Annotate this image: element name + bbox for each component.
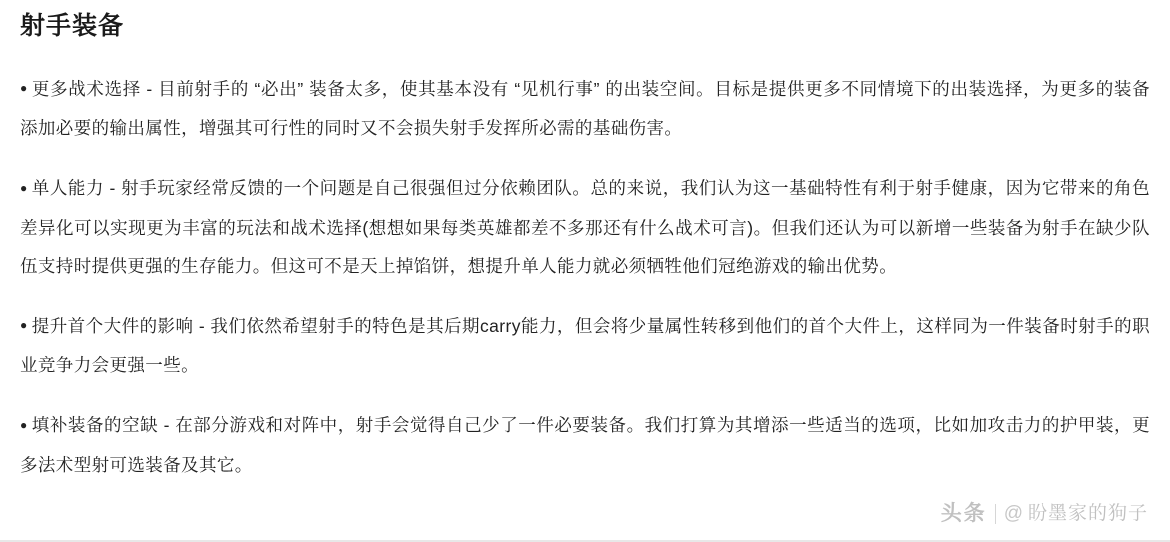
watermark-author: 盼墨家的狗子 — [1027, 503, 1148, 524]
bullet-icon: ● — [20, 318, 28, 333]
paragraph — [20, 406, 1150, 483]
paragraph — [20, 70, 1150, 147]
paragraph-text: 单人能力 - 射手玩家经常反馈的一个问题是自己很强但过分依赖团队。总的来说，我们认为这一基础特性有利于射手健康，因为它带来的角色差异化可以实现更为丰富的玩法和战术选择(想想如果每类英雄都差不多那还有什么战术可言)。但我们还认为可以新增一些装备为射手在缺少队伍支持时提供更强的生存能力。但这可不是天上掉馅饼，想提升单人能力就必须牺牲他们冠绝游戏的输出优势。 — [20, 178, 1150, 276]
paragraph — [20, 307, 1150, 384]
page-title: 射手装备 — [20, 12, 125, 40]
paragraph-text: 填补装备的空缺 - 在部分游戏和对阵中，射手会觉得自己少了一件必要装备。我们打算为其增添一些适当的选项，比如加攻击力的护甲装，更多法术型射可选装备及其它。 — [20, 415, 1150, 475]
paragraph — [20, 169, 1150, 284]
watermark-divider — [995, 504, 996, 524]
bullet-icon: ● — [20, 180, 28, 195]
bullet-icon: ● — [20, 417, 28, 432]
paragraph-text: 提升首个大件的影响 - 我们依然希望射手的特色是其后期carry能力，但会将少量属性转移到他们的首个大件上，这样同为一件装备时射手的职业竞争力会更强一些。 — [20, 315, 1150, 376]
article-page — [0, 8, 1170, 542]
paragraph-list — [20, 70, 1150, 484]
at-icon: @ — [1003, 503, 1023, 524]
paragraph-text: 更多战术选择 - 目前射手的 “必出” 装备太多，使其基本没有 “见机行事” 的出装空间。目标是提供更多不同情境下的出装选择，为更多的装备添加必要的输出属性，增强其可行性的同时又不会损失射手发挥所必需的基础伤害。 — [20, 79, 1150, 139]
watermark — [941, 503, 1148, 524]
watermark-logo: 头条 — [940, 502, 987, 525]
bullet-icon: ● — [20, 81, 28, 96]
